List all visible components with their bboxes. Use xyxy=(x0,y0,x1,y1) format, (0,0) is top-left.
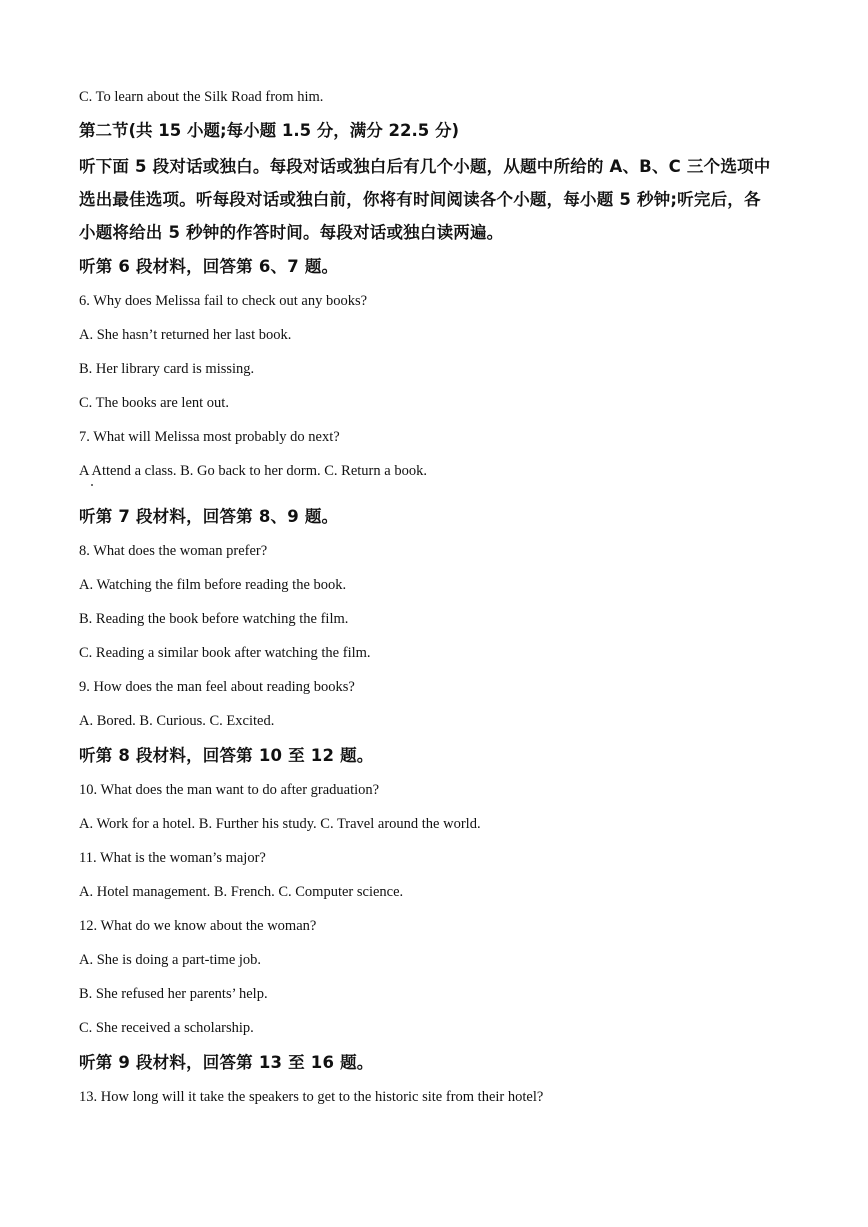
material-heading: 听第 8 段材料，回答第 10 至 12 题。 xyxy=(79,746,374,765)
question-text: 6. Why does Melissa fail to check out any books? xyxy=(79,293,368,309)
question-text: 10. What does the man want to do after graduation? xyxy=(79,782,380,798)
question-text: 11. What is the woman’s major? xyxy=(79,850,266,866)
instructions-line: 听下面 5 段对话或独白。每段对话或独白后有几个小题，从题中所给的 A、B、C 三个选项中 xyxy=(79,157,771,176)
material-heading: 听第 7 段材料，回答第 8、9 题。 xyxy=(79,507,339,526)
option-text: A. She is doing a part-time job. xyxy=(79,952,262,968)
section-heading: 第二节(共 15 小题;每小题 1.5 分，满分 22.5 分) xyxy=(79,121,460,140)
question-text: 8. What does the woman prefer? xyxy=(79,543,268,559)
option-text: B. Reading the book before watching the film. xyxy=(79,611,349,627)
option-text: C. She received a scholarship. xyxy=(79,1020,254,1036)
option-text: A. Hotel management. B. French. C. Computer science. xyxy=(79,884,404,900)
option-text: C. Reading a similar book after watching the film. xyxy=(79,645,371,661)
stray-dot xyxy=(91,484,93,486)
question-text: 12. What do we know about the woman? xyxy=(79,918,317,934)
question-text: 9. How does the man feel about reading books? xyxy=(79,679,355,695)
material-heading: 听第 6 段材料，回答第 6、7 题。 xyxy=(79,257,339,276)
option-text: A Attend a class. B. Go back to her dorm. C. Return a book. xyxy=(79,463,427,479)
option-text: B. She refused her parents’ help. xyxy=(79,986,268,1002)
option-text: B. Her library card is missing. xyxy=(79,361,255,377)
instructions-line: 小题将给出 5 秒钟的作答时间。每段对话或独白读两遍。 xyxy=(79,223,504,242)
material-heading: 听第 9 段材料，回答第 13 至 16 题。 xyxy=(79,1053,374,1072)
option-text: A. Work for a hotel. B. Further his study. C. Travel around the world. xyxy=(79,816,481,832)
option-text: C. To learn about the Silk Road from him. xyxy=(79,89,324,105)
option-text: A. Bored. B. Curious. C. Excited. xyxy=(79,713,275,729)
option-text: A. She hasn’t returned her last book. xyxy=(79,327,292,343)
question-text: 13. How long will it take the speakers to get to the historic site from their hotel? xyxy=(79,1089,544,1105)
question-text: 7. What will Melissa most probably do next? xyxy=(79,429,340,445)
option-text: C. The books are lent out. xyxy=(79,395,229,411)
option-text: A. Watching the film before reading the book. xyxy=(79,577,347,593)
instructions-line: 选出最佳选项。听每段对话或独白前，你将有时间阅读各个小题，每小题 5 秒钟;听完后，各 xyxy=(79,190,761,209)
